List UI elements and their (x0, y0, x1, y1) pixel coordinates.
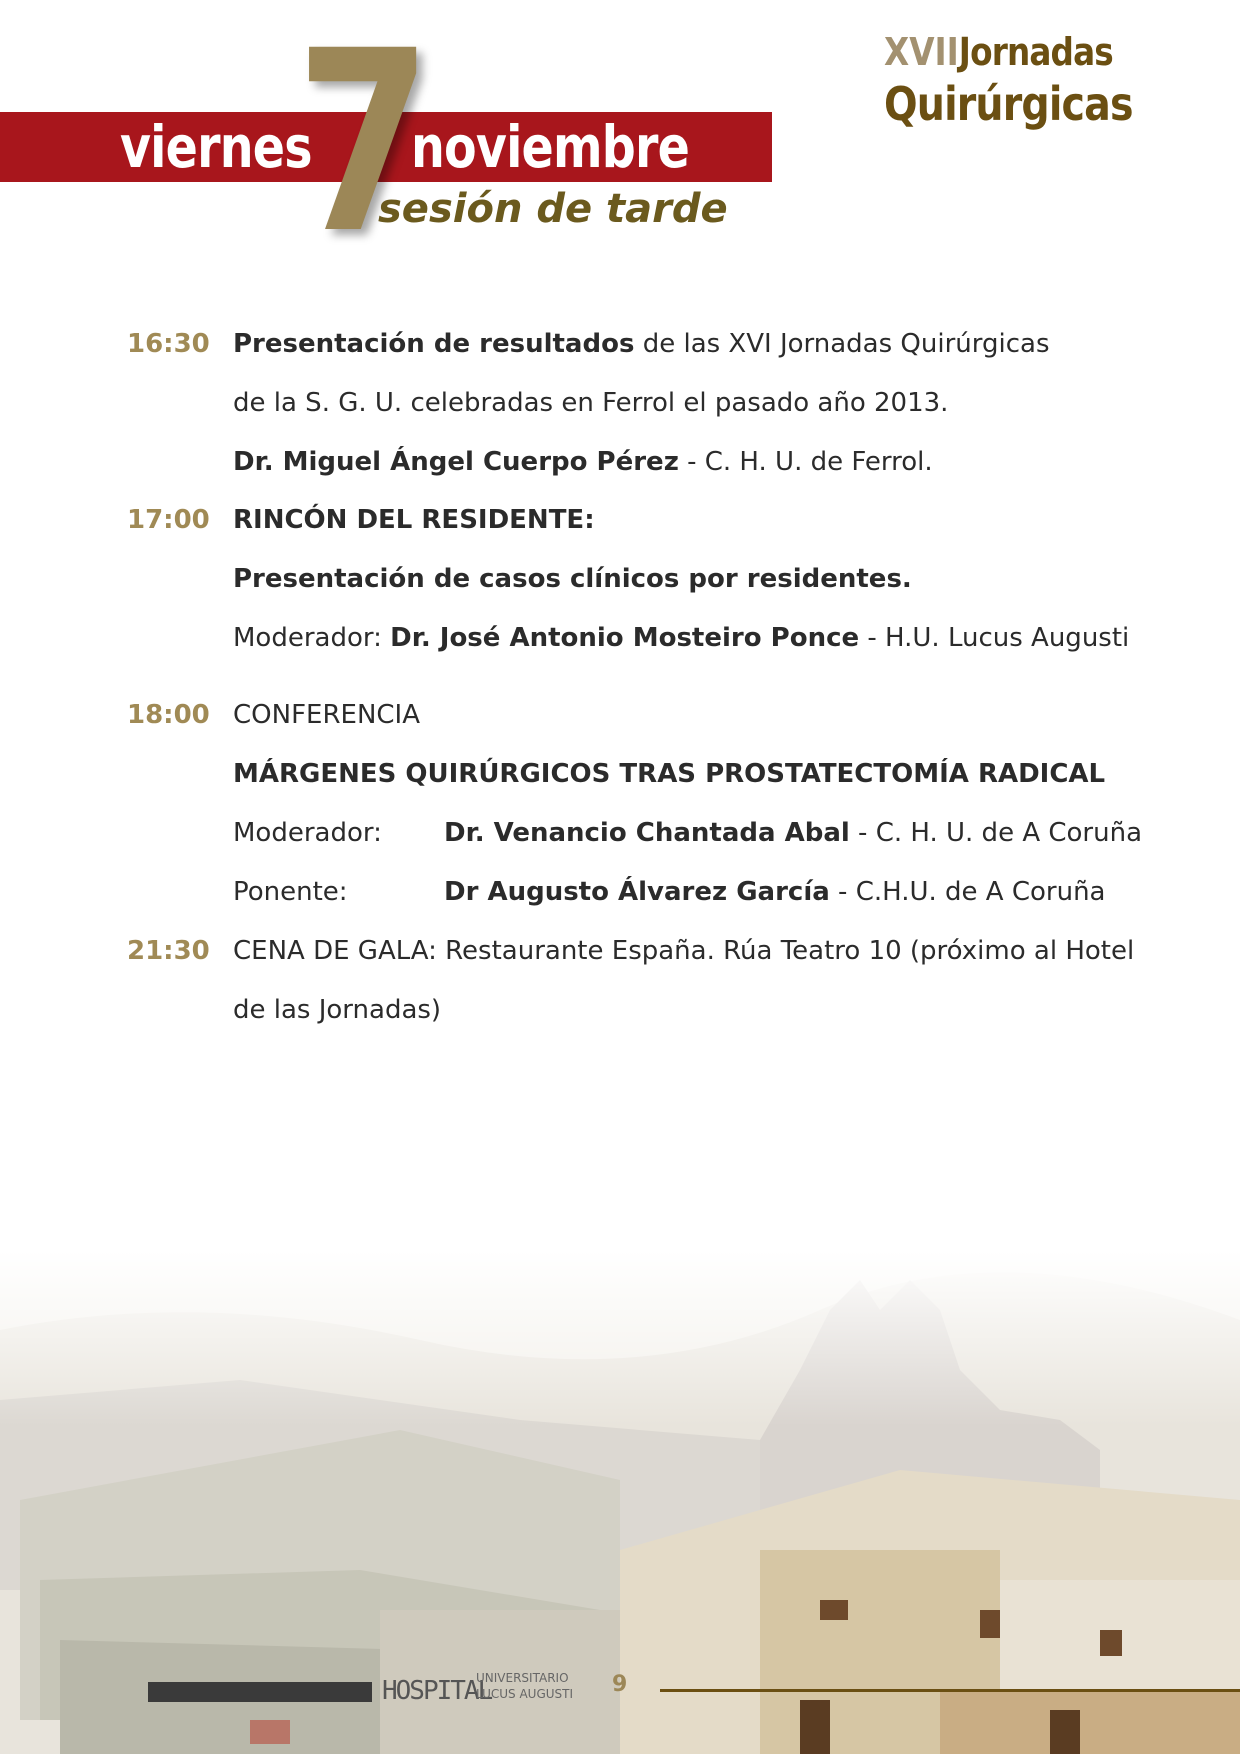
event-logo (884, 30, 1204, 131)
hospital-sub2: LUCUS AUGUSTI (476, 1687, 574, 1701)
hospital-sublabel (476, 1670, 573, 1702)
schedule-row (0, 383, 1240, 423)
time-label: 16:30 (127, 329, 210, 359)
schedule-line (233, 618, 1129, 658)
time-label: 21:30 (127, 936, 210, 966)
logo-line1: Jornadas (958, 30, 1113, 74)
schedule-line: CENA DE GALA: Restaurante España. Rúa Teatro 10 (próximo al Hotel (233, 936, 1135, 966)
time-label: 17:00 (127, 505, 210, 535)
schedule-line: MÁRGENES QUIRÚRGICOS TRAS PROSTATECTOMÍA RADICAL (233, 759, 1106, 789)
line-text: - C.H.U. de A Coruña (829, 877, 1106, 907)
role-label: Moderador: (233, 818, 382, 848)
logo-line2: Quirúrgicas (884, 77, 1133, 131)
page-number: 9 (612, 1672, 628, 1697)
schedule-line (233, 442, 933, 482)
month-name: noviembre (411, 113, 690, 181)
day-number: 7 (296, 0, 432, 288)
schedule-row (0, 754, 1240, 794)
line-text: - H.U. Lucus Augusti (859, 623, 1130, 653)
footer-gold-rule (660, 1689, 1240, 1692)
bold-text: Dr. Venancio Chantada Abal (444, 818, 850, 848)
bold-text: Presentación de resultados (233, 329, 635, 359)
time-label: 18:00 (127, 700, 210, 730)
schedule-row (0, 442, 1240, 482)
schedule-row (0, 990, 1240, 1030)
schedule-row (0, 931, 1240, 971)
footer-dark-rule (148, 1682, 372, 1702)
schedule-line (233, 324, 1050, 364)
schedule-row (0, 500, 1240, 540)
schedule-line: RINCÓN DEL RESIDENTE: (233, 505, 595, 535)
bold-text: Dr Augusto Álvarez García (444, 877, 830, 907)
role-value (444, 813, 1142, 853)
session-title: sesión de tarde (378, 186, 728, 232)
line-text: de las XVI Jornadas Quirúrgicas (634, 329, 1050, 359)
hospital-label: HOSPITAL (382, 1676, 492, 1706)
schedule-line: de las Jornadas) (233, 995, 442, 1025)
role-label: Ponente: (233, 877, 348, 907)
line-text: - C. H. U. de Ferrol. (678, 447, 933, 477)
line-text: - C. H. U. de A Coruña (849, 818, 1143, 848)
day-name: viernes (120, 113, 312, 181)
schedule-row (0, 618, 1240, 658)
schedule-row (0, 872, 1240, 912)
schedule-row (0, 559, 1240, 599)
schedule-line: Presentación de casos clínicos por residentes. (233, 564, 912, 594)
schedule-row (0, 695, 1240, 735)
schedule-line: CONFERENCIA (233, 700, 421, 730)
line-prefix: Moderador: (233, 623, 391, 653)
logo-roman: XVII (884, 30, 959, 74)
schedule-row (0, 813, 1240, 853)
hospital-sub1: UNIVERSITARIO (476, 1671, 569, 1685)
bold-text: Dr. José Antonio Mosteiro Ponce (390, 623, 860, 653)
bold-text: Dr. Miguel Ángel Cuerpo Pérez (233, 447, 679, 477)
role-value (444, 872, 1106, 912)
schedule-row (0, 324, 1240, 364)
schedule-line: de la S. G. U. celebradas en Ferrol el pasado año 2013. (233, 388, 949, 418)
